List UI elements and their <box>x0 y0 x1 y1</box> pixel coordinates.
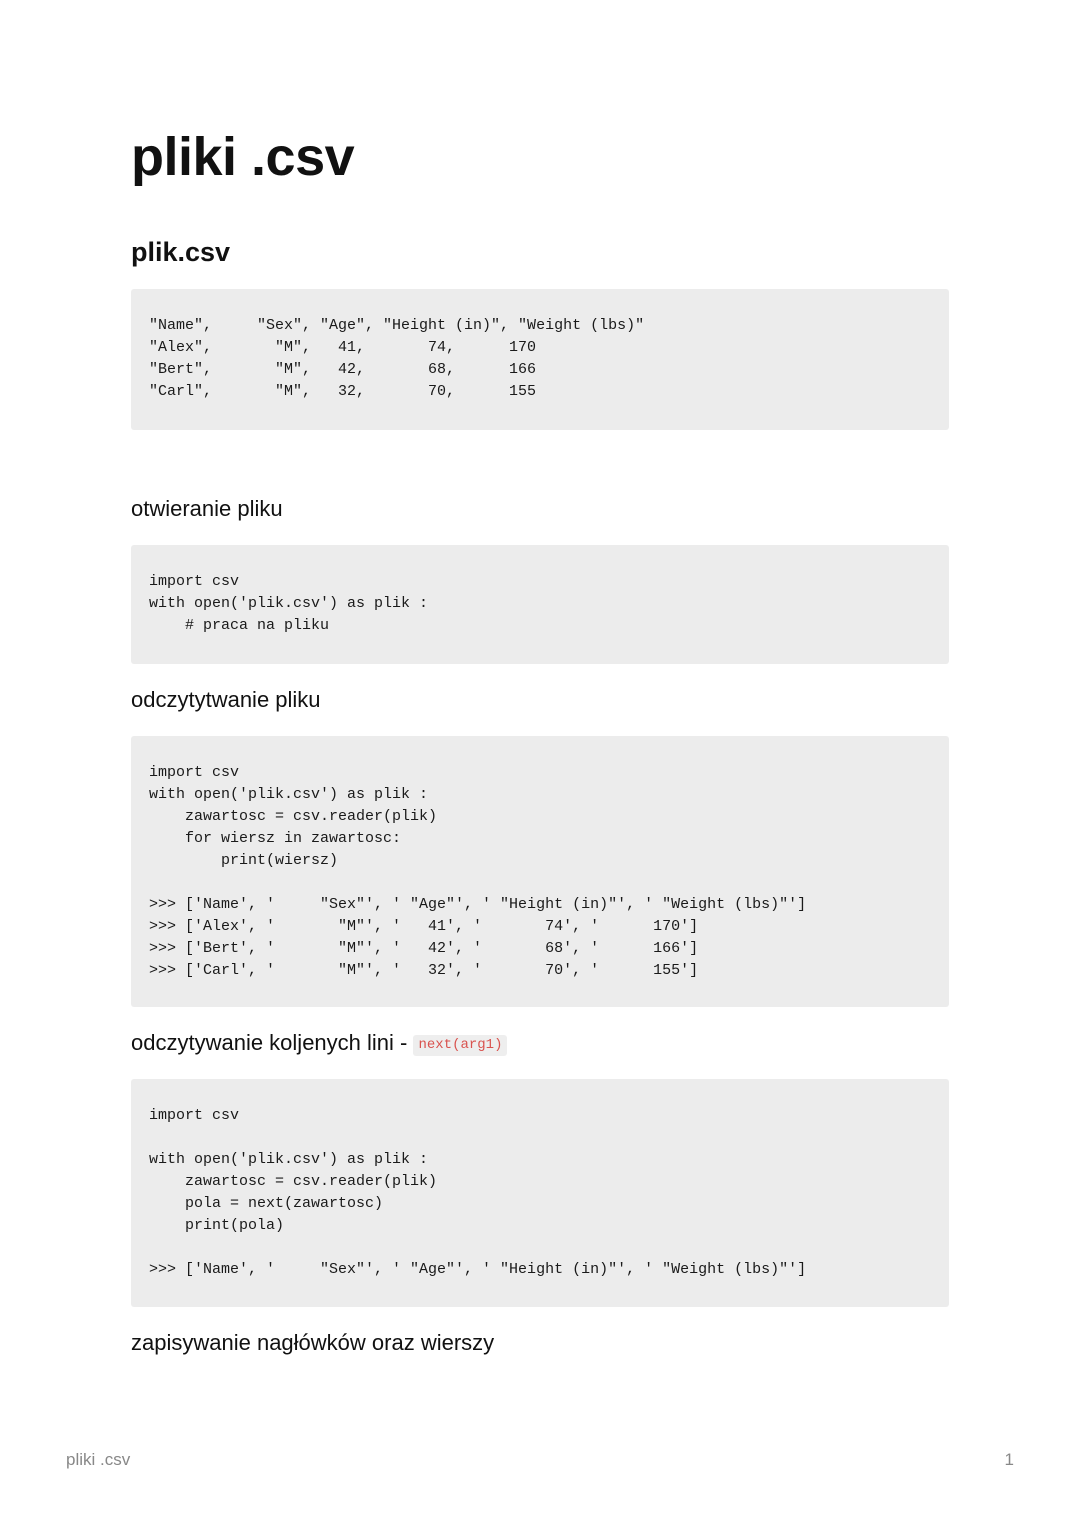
section-heading-next-text: odczytywanie koljenych lini - <box>131 1030 414 1055</box>
csv-content-code: "Name", "Sex", "Age", "Height (in)", "Weight (lbs)" "Alex", "M", 41, 74, 170 "Bert", "M", 42, 68, 166 "Carl", "M", 32, 70, 155 <box>149 317 645 400</box>
open-code: import csv with open('plik.csv') as plik : # praca na pliku <box>149 573 429 634</box>
footer-title: pliki .csv <box>66 1450 131 1469</box>
section-heading-write: zapisywanie nagłówków oraz wierszy <box>131 1330 495 1355</box>
page-title: pliki .csv <box>131 127 355 187</box>
open-code-block <box>131 545 949 664</box>
read-code-block <box>131 736 949 1007</box>
section-heading-read: odczytytwanie pliku <box>131 687 321 712</box>
file-heading: plik.csv <box>131 237 231 267</box>
next-code-block <box>131 1079 949 1307</box>
inline-code-next: next(arg1) <box>413 1035 507 1056</box>
section-heading-open: otwieranie pliku <box>131 496 283 521</box>
read-code: import csv with open('plik.csv') as plik : zawartosc = csv.reader(plik) for wiersz in zawartosc: print(wiersz) >>> ['Name', ' "Sex"', ' "Age"', ' "Height (in)"', ' "Weight (lbs)"'] >>> ['Alex', ' "M"', ' 41', ' 74', ' 170'] >>> ['Bert', ' "M"', ' 42', ' 68', ' 166'] >>> ['Carl', ' "M"', ' 32', ' 70', ' 155'] <box>149 764 807 979</box>
section-heading-next <box>131 1030 507 1056</box>
page-number: 1 <box>1004 1450 1014 1469</box>
csv-content-code-block <box>131 289 949 430</box>
next-code: import csv with open('plik.csv') as plik : zawartosc = csv.reader(plik) pola = next(zawartosc) print(pola) >>> ['Name', ' "Sex"', ' "Age"', ' "Height (in)"', ' "Weight (lbs)"'] <box>149 1107 807 1278</box>
